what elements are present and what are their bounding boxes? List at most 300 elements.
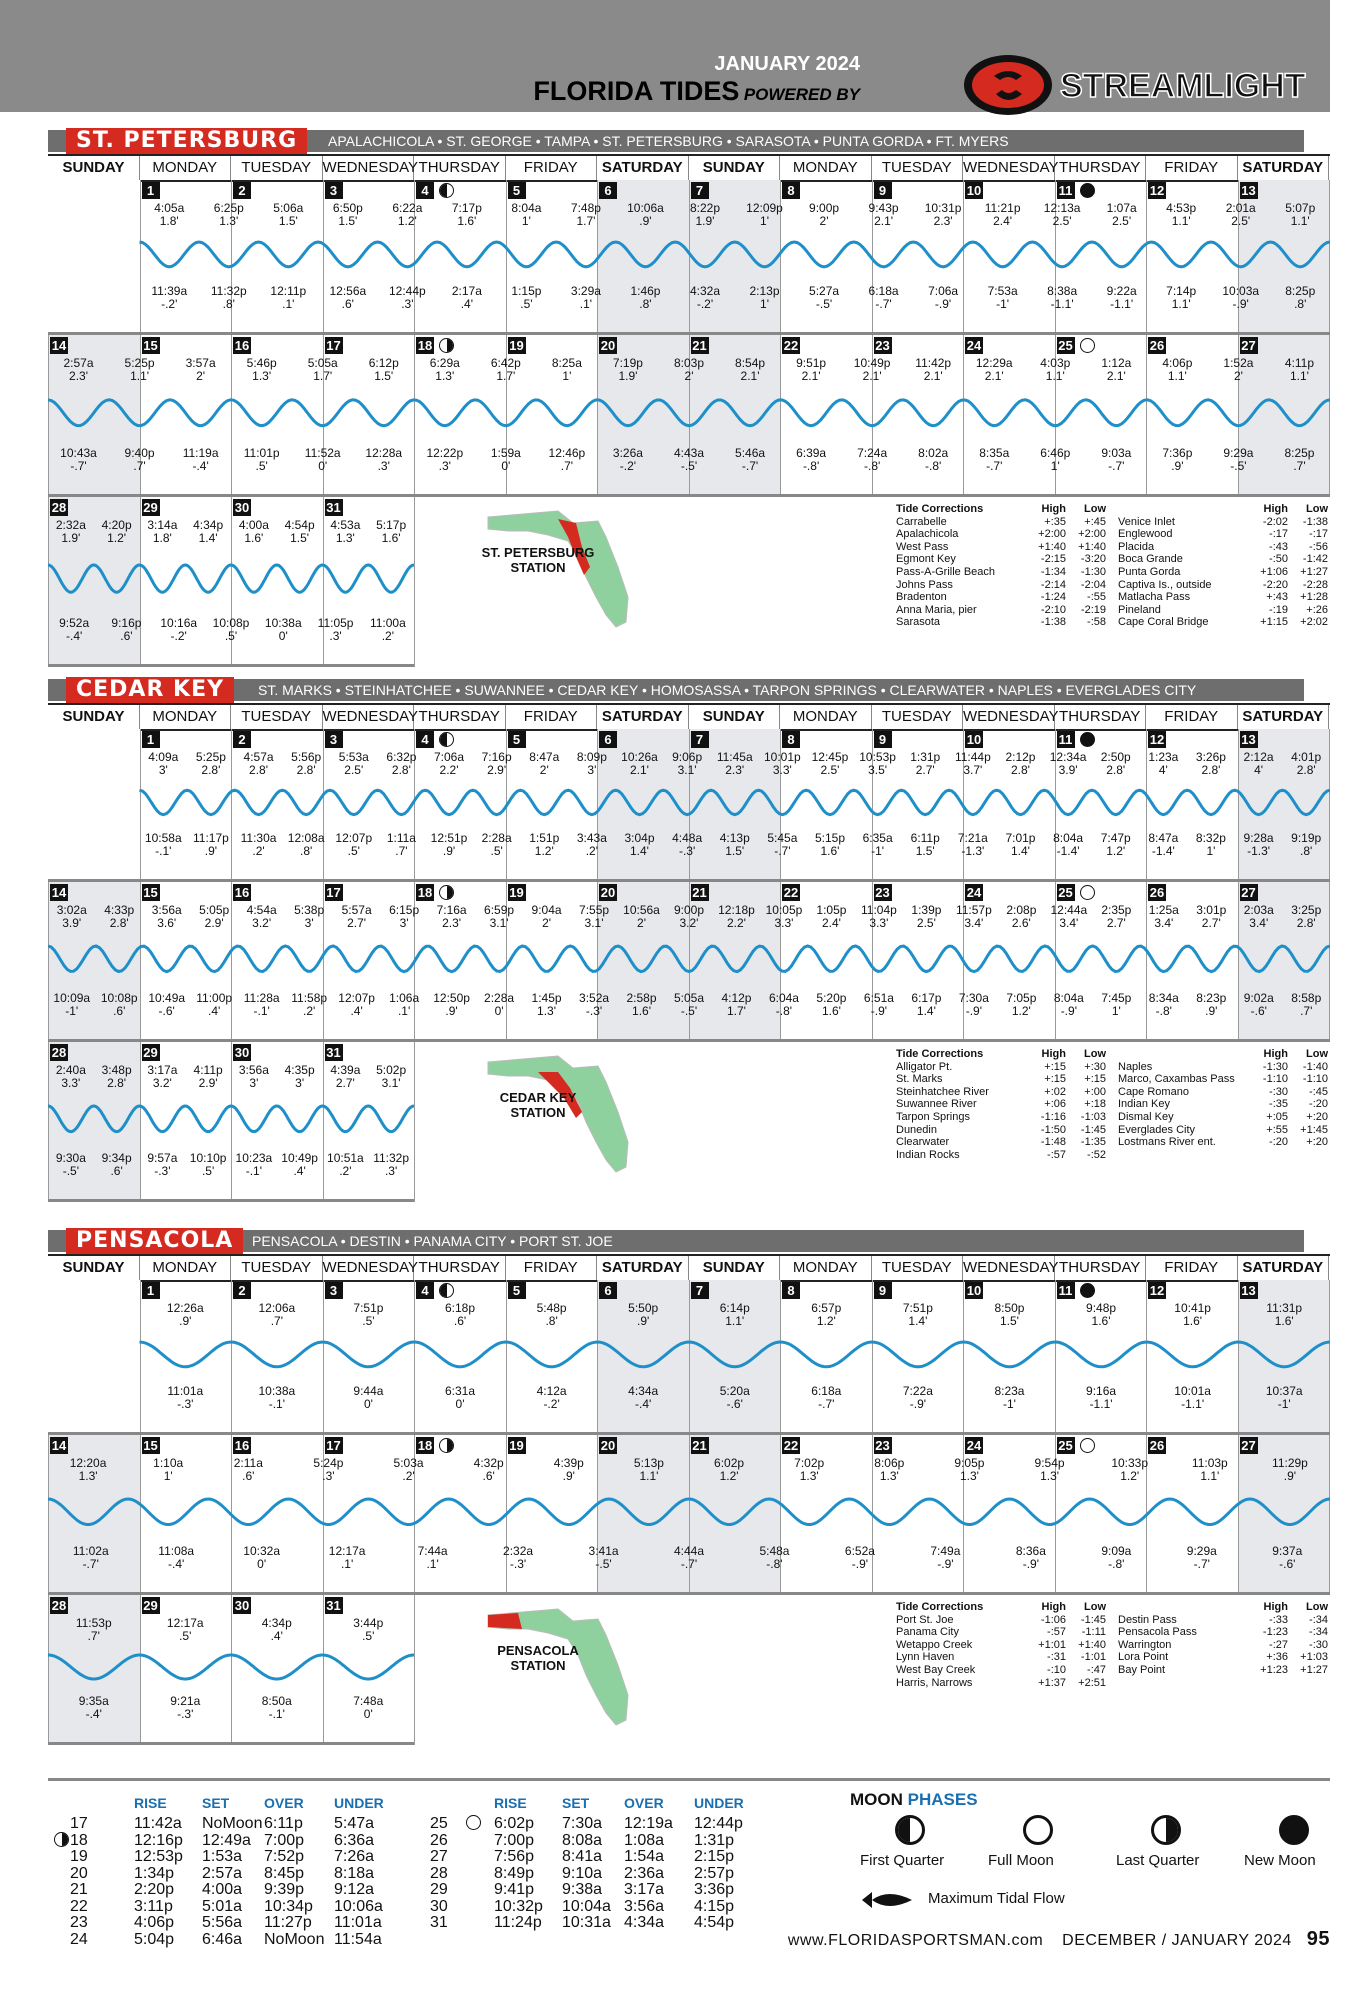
moon-table-cell: 28 bbox=[430, 1864, 448, 1882]
low-tide-label bbox=[711, 1385, 759, 1411]
high-tide-label bbox=[205, 202, 253, 228]
tide-height: .9' bbox=[562, 1469, 575, 1483]
low-col-header: Low bbox=[1084, 1048, 1106, 1060]
low-tide-label bbox=[502, 285, 550, 311]
correction-cell: Harris, Narrows bbox=[896, 1676, 973, 1689]
low-tide-label bbox=[177, 447, 225, 473]
low-tide-label bbox=[1282, 832, 1330, 858]
low-tide-label bbox=[1044, 832, 1092, 858]
correction-row bbox=[896, 1098, 1106, 1111]
low-tide-label bbox=[681, 285, 729, 311]
low-tide-label bbox=[1139, 832, 1187, 858]
correction-cell: -:30 bbox=[1309, 1638, 1328, 1651]
correction-cell: +:30 bbox=[1084, 1060, 1106, 1073]
weekday-header: SUNDAY bbox=[48, 1256, 140, 1280]
tide-height: 1.2' bbox=[1011, 1004, 1031, 1018]
tide-height: .9' bbox=[442, 844, 456, 858]
high-tide-label bbox=[230, 1064, 278, 1090]
day-number: 22 bbox=[783, 1438, 799, 1453]
tide-height: 1.1' bbox=[725, 1314, 745, 1328]
tide-height: 2.1' bbox=[630, 763, 649, 777]
high-tide-label bbox=[860, 202, 908, 228]
tide-time: 9:57a bbox=[147, 1151, 178, 1165]
tide-time: 1:12a bbox=[1101, 356, 1132, 370]
tide-time: 2:32a bbox=[503, 1544, 534, 1558]
tide-height: 1.1' bbox=[1171, 214, 1191, 228]
tide-height: -.3' bbox=[678, 844, 696, 858]
high-tide-label bbox=[562, 202, 610, 228]
high-tide-label bbox=[854, 751, 902, 777]
tide-height: 2.8' bbox=[1296, 916, 1316, 930]
low-tide-label bbox=[321, 1152, 369, 1178]
tide-time: 10:01p bbox=[764, 750, 801, 764]
high-tide-label bbox=[1092, 357, 1140, 383]
tide-height: -1.3' bbox=[1247, 844, 1271, 858]
tide-time: 6:18p bbox=[445, 1301, 476, 1315]
low-tide-label bbox=[712, 992, 760, 1018]
tide-time: 6:11p bbox=[910, 831, 940, 845]
tide-time: 5:38p bbox=[294, 903, 325, 917]
high-tide-label bbox=[224, 1457, 272, 1483]
low-tide-label bbox=[1235, 832, 1283, 858]
tide-time: 3:43a bbox=[576, 831, 607, 845]
tide-height: -.4' bbox=[192, 459, 209, 473]
low-tide-label bbox=[970, 447, 1018, 473]
tide-height: -1' bbox=[871, 844, 885, 858]
correction-cell: -1:34 bbox=[1040, 565, 1066, 578]
correction-cell: -:17 bbox=[1269, 528, 1288, 541]
footer-url[interactable]: www.FLORIDASPORTSMAN.com bbox=[787, 1932, 1044, 1949]
moon-table-cell: 1:08a bbox=[624, 1831, 665, 1849]
tide-height: -.9' bbox=[909, 1397, 927, 1411]
tide-time: 12:17a bbox=[166, 1616, 204, 1630]
low-tide-label bbox=[1098, 285, 1146, 311]
correction-cell: -1:16 bbox=[1040, 1110, 1066, 1123]
low-col-header: Low bbox=[1306, 1601, 1328, 1613]
tide-time: 11:30a bbox=[240, 831, 277, 845]
tide-time: 7:19p bbox=[612, 356, 643, 370]
tide-height: 1.2' bbox=[534, 844, 554, 858]
day-number: 19 bbox=[509, 885, 524, 900]
correction-cell: +1:23 bbox=[1260, 1663, 1288, 1676]
correction-cell: +1:27 bbox=[1300, 1663, 1328, 1676]
tide-height: 2.2' bbox=[439, 763, 459, 777]
high-tide-label bbox=[177, 357, 225, 383]
weekday-header: FRIDAY bbox=[506, 705, 598, 729]
corrections-header bbox=[1118, 1601, 1328, 1614]
correction-cell: -:52 bbox=[1087, 1148, 1106, 1161]
weekday-header: WEDNESDAY bbox=[323, 156, 415, 180]
high-tide-label bbox=[1092, 751, 1140, 777]
tide-height: -.1' bbox=[253, 1004, 270, 1018]
correction-cell: -:20 bbox=[1269, 1136, 1288, 1149]
low-tide-label bbox=[276, 1152, 324, 1178]
tide-time: 11:53p bbox=[75, 1616, 112, 1630]
tide-height: .3' bbox=[377, 459, 390, 473]
tide-time: 10:41p bbox=[1174, 1301, 1211, 1315]
tide-time: 10:23a bbox=[235, 1151, 273, 1165]
day-number: 11 bbox=[1057, 182, 1075, 199]
high-tide-label bbox=[187, 751, 235, 777]
tide-time: 4:09a bbox=[148, 750, 179, 764]
station-label: PENSACOLA STATION bbox=[497, 1643, 579, 1673]
day-number: 18 bbox=[417, 1438, 433, 1453]
tide-height: -.4' bbox=[85, 1707, 102, 1721]
day-number: 31 bbox=[326, 1045, 341, 1060]
tide-height: .9' bbox=[637, 1314, 650, 1328]
tide-height: .3' bbox=[329, 629, 342, 643]
moon-phase-label: Full Moon bbox=[988, 1852, 1054, 1869]
tide-time: 5:07p bbox=[1285, 201, 1316, 215]
tide-time: 6:31a bbox=[445, 1384, 476, 1398]
low-tide-label bbox=[894, 1385, 942, 1411]
tide-time: 8:04a bbox=[1053, 991, 1084, 1005]
day-number: 25 bbox=[1058, 1438, 1073, 1453]
correction-cell: -1:38 bbox=[1302, 515, 1328, 528]
tide-curve bbox=[140, 242, 1331, 267]
tide-time: 2:32a bbox=[55, 518, 86, 532]
moon-table-cell: 2:20p bbox=[134, 1881, 175, 1898]
low-tide-label bbox=[760, 992, 808, 1018]
high-tide-label bbox=[138, 1064, 186, 1090]
tide-row bbox=[48, 729, 1330, 882]
tide-height: .4' bbox=[208, 1004, 221, 1018]
tide-time: 9:44a bbox=[353, 1384, 384, 1398]
tide-time: 11:17p bbox=[193, 831, 229, 845]
low-tide-label bbox=[1077, 1385, 1125, 1411]
moon-table-header: UNDER bbox=[694, 1795, 744, 1811]
streamlight-logo bbox=[960, 50, 1318, 120]
low-tide-label bbox=[1187, 992, 1235, 1018]
tide-height: .5' bbox=[362, 1314, 375, 1328]
tide-time: 9:16a bbox=[1086, 1384, 1117, 1398]
high-tide-label bbox=[1186, 1457, 1234, 1483]
correction-cell: -:47 bbox=[1087, 1663, 1106, 1676]
tide-time: 7:51p bbox=[902, 1301, 933, 1315]
tide-height: .5' bbox=[255, 459, 268, 473]
correction-cell: -:31 bbox=[1047, 1651, 1066, 1664]
corrections-spacer bbox=[1118, 1601, 1248, 1614]
day-number: 26 bbox=[1149, 338, 1165, 353]
low-tide-label bbox=[116, 447, 164, 473]
high-tide-label bbox=[238, 357, 286, 383]
correction-row bbox=[896, 1677, 1106, 1690]
low-tide-label bbox=[312, 617, 360, 643]
tide-time: 4:39p bbox=[553, 1456, 584, 1470]
moon-table-cell: 24 bbox=[70, 1930, 88, 1948]
day-number: 28 bbox=[51, 1598, 67, 1613]
low-tide-label bbox=[299, 447, 347, 473]
day-number: 16 bbox=[234, 885, 250, 900]
moon-table-cell: 6:02p bbox=[494, 1815, 535, 1832]
tide-time: 11:00p bbox=[196, 991, 233, 1005]
high-tide-label bbox=[528, 1302, 576, 1328]
moon-phases-title-b: PHASES bbox=[907, 1790, 978, 1809]
tide-height: .3' bbox=[322, 1469, 335, 1483]
weekday-header: MONDAY bbox=[780, 705, 872, 729]
tide-height: -.4' bbox=[168, 1557, 185, 1571]
tide-height: 2.1' bbox=[801, 369, 821, 383]
high-tide-label bbox=[64, 1457, 112, 1483]
moon-phase-label: New Moon bbox=[1244, 1852, 1316, 1869]
moon-table-cell: 9:10a bbox=[562, 1864, 603, 1882]
low-tide-label bbox=[1092, 1545, 1140, 1571]
moon-table-cell: 2:57p bbox=[694, 1864, 735, 1882]
correction-cell: -2:15 bbox=[1040, 553, 1066, 566]
tide-time: 9:21a bbox=[170, 1694, 201, 1708]
high-tide-label bbox=[465, 1457, 513, 1483]
moon-table-cell: 9:39p bbox=[264, 1881, 305, 1898]
low-tide-label bbox=[802, 1385, 850, 1411]
correction-cell: -:55 bbox=[1087, 591, 1106, 604]
correction-cell: -1:24 bbox=[1040, 591, 1066, 604]
tide-height: 2.8' bbox=[109, 916, 129, 930]
high-tide-label bbox=[428, 904, 476, 930]
tide-height: .1' bbox=[426, 1557, 439, 1571]
tide-time: 6:39a bbox=[796, 446, 827, 460]
tide-time: 4:53p bbox=[1166, 201, 1197, 215]
moon-table-cell: 6:11p bbox=[264, 1815, 303, 1832]
high-tide-label bbox=[909, 357, 957, 383]
moon-table-cell: 10:04a bbox=[562, 1897, 611, 1915]
correction-row bbox=[1118, 1614, 1328, 1627]
correction-cell: Cape Coral Bridge bbox=[1118, 616, 1209, 629]
tide-height: .5' bbox=[347, 844, 360, 858]
correction-row bbox=[1118, 553, 1328, 566]
tide-height: .9' bbox=[179, 1314, 192, 1328]
low-tide-label bbox=[253, 1385, 301, 1411]
low-tide-label bbox=[1260, 1385, 1308, 1411]
tide-height: 2.8' bbox=[296, 763, 316, 777]
day-number: 1 bbox=[142, 182, 160, 199]
moon-table-cell: 6:46a bbox=[202, 1930, 243, 1948]
tide-time: 10:56a bbox=[623, 903, 660, 917]
tide-height: 1.6' bbox=[381, 531, 401, 545]
tide-time: 3:48p bbox=[101, 1063, 132, 1077]
low-tide-label bbox=[259, 617, 307, 643]
day-number: 9 bbox=[874, 731, 892, 748]
tide-time: 5:46p bbox=[246, 356, 277, 370]
tide-time: 10:38a bbox=[264, 616, 302, 630]
tide-height: 1.3' bbox=[1040, 1469, 1060, 1483]
tide-time: 11:57p bbox=[955, 903, 992, 917]
tide-time: 9:04a bbox=[531, 903, 562, 917]
tide-time: 10:10p bbox=[189, 1151, 227, 1165]
correction-cell: Wetappo Creek bbox=[896, 1638, 973, 1651]
high-tide-label bbox=[902, 904, 950, 930]
correction-cell: -1:50 bbox=[1040, 1123, 1066, 1136]
tide-height: 3.7' bbox=[963, 763, 983, 777]
tide-height: 2.3' bbox=[725, 763, 745, 777]
tide-time: 2:28a bbox=[484, 991, 515, 1005]
logo-brand-text: STREAMLIGHT bbox=[1060, 67, 1306, 105]
tide-height: -.7' bbox=[818, 1397, 835, 1411]
high-tide-label bbox=[1153, 357, 1201, 383]
tide-height: 1' bbox=[521, 214, 531, 228]
correction-cell: +:18 bbox=[1084, 1098, 1106, 1111]
tide-height: 2.3' bbox=[69, 369, 88, 383]
tide-time: 8:02a bbox=[918, 446, 949, 460]
tide-height: .7' bbox=[1300, 1004, 1313, 1018]
tide-time: 7:21a bbox=[957, 831, 988, 845]
weekday-header: FRIDAY bbox=[1146, 1256, 1238, 1280]
weekday-header: THURSDAY bbox=[1055, 705, 1147, 729]
day-number: 8 bbox=[782, 182, 800, 199]
tide-curve bbox=[140, 1342, 1331, 1367]
tide-time: 7:06a bbox=[434, 750, 465, 764]
tide-height: 3.2' bbox=[152, 1076, 172, 1090]
tide-height: 2.1' bbox=[923, 369, 943, 383]
high-tide-label bbox=[1169, 1302, 1217, 1328]
day-number: 20 bbox=[600, 885, 616, 900]
high-tide-label bbox=[1235, 751, 1283, 777]
day-number: 17 bbox=[326, 338, 341, 353]
low-tide-label bbox=[949, 832, 997, 858]
tide-time: 1:25a bbox=[1148, 903, 1179, 917]
high-tide-label bbox=[276, 1064, 324, 1090]
tide-time: 7:51p bbox=[353, 1301, 384, 1315]
tide-time: 12:08a bbox=[287, 831, 325, 845]
tide-time: 7:49a bbox=[930, 1544, 961, 1558]
moon-table-cell: 1:34p bbox=[134, 1864, 175, 1882]
weekday-header: TUESDAY bbox=[231, 1256, 323, 1280]
tide-time: 4:44a bbox=[673, 1544, 705, 1558]
tide-height: 2.1' bbox=[874, 214, 894, 228]
tide-time: 7:53a bbox=[987, 284, 1018, 298]
tide-time: 11:08a bbox=[158, 1544, 195, 1558]
correction-cell: Port St. Joe bbox=[896, 1613, 954, 1626]
high-tide-label bbox=[1038, 202, 1086, 228]
correction-cell: +2:00 bbox=[1078, 528, 1106, 541]
high-tide-label bbox=[276, 519, 324, 545]
tide-time: 2:08p bbox=[1006, 903, 1037, 917]
tide-height: .4' bbox=[350, 1004, 363, 1018]
tide-time: 4:20p bbox=[101, 518, 132, 532]
tide-height: 1.2' bbox=[397, 214, 417, 228]
tide-height: .6' bbox=[110, 1164, 123, 1178]
moon-table-cell: 19 bbox=[70, 1848, 88, 1865]
tide-time: 1:15p bbox=[511, 284, 542, 298]
tide-height: .9' bbox=[1171, 459, 1184, 473]
header-title-block bbox=[533, 54, 860, 105]
high-tide-label bbox=[380, 904, 428, 930]
tide-height: 2.1' bbox=[1106, 369, 1126, 383]
tide-time: 5:25p bbox=[124, 356, 155, 370]
correction-cell: -2:04 bbox=[1080, 578, 1106, 591]
day-number: 28 bbox=[51, 1045, 67, 1060]
high-tide-label bbox=[502, 202, 550, 228]
tide-time: 10:43a bbox=[60, 446, 97, 460]
correction-cell: -2:02 bbox=[1262, 515, 1288, 528]
correction-cell: -:19 bbox=[1269, 603, 1288, 616]
tide-time: 6:22a bbox=[392, 201, 423, 215]
tide-height: 1.9' bbox=[61, 531, 81, 545]
tide-time: 11:01p bbox=[243, 446, 280, 460]
high-tide-label bbox=[383, 202, 431, 228]
tide-time: 5:05a bbox=[673, 991, 705, 1005]
tide-time: 1:06a bbox=[389, 991, 420, 1005]
high-tide-label bbox=[333, 904, 381, 930]
tide-height: -1.4' bbox=[1056, 844, 1080, 858]
tide-curve bbox=[48, 1655, 414, 1679]
correction-cell: +:20 bbox=[1306, 1136, 1328, 1149]
moon-table-cell: 2:36a bbox=[624, 1864, 665, 1882]
low-col-header: Low bbox=[1084, 1601, 1106, 1613]
tide-time: 5:02p bbox=[376, 1063, 407, 1077]
correction-cell: Alligator Pt. bbox=[896, 1060, 953, 1073]
tide-time: 7:22a bbox=[902, 1384, 933, 1398]
tide-time: 8:06p bbox=[874, 1456, 905, 1470]
high-tide-label bbox=[253, 1302, 301, 1328]
tide-height: .6' bbox=[242, 1469, 255, 1483]
correction-cell: -1:48 bbox=[1040, 1136, 1066, 1149]
tide-height: .3' bbox=[401, 297, 414, 311]
correction-cell: Naples bbox=[1118, 1060, 1153, 1073]
correction-row bbox=[1118, 1124, 1328, 1137]
tide-height: -.1' bbox=[155, 844, 172, 858]
correction-row bbox=[1118, 604, 1328, 617]
tide-time: 8:25p bbox=[1285, 284, 1316, 298]
high-col-header: High bbox=[1041, 1048, 1066, 1060]
correction-cell: -2:20 bbox=[1262, 578, 1288, 591]
tide-time: 9:51p bbox=[796, 356, 827, 370]
day-number: 4 bbox=[416, 182, 434, 199]
corrections-header bbox=[1118, 503, 1328, 516]
tide-time: 6:42p bbox=[490, 356, 521, 370]
tide-row bbox=[48, 1435, 1330, 1595]
high-col-header: High bbox=[1041, 1601, 1066, 1613]
high-tide-label bbox=[1282, 751, 1330, 777]
tide-height: 2.5' bbox=[1112, 214, 1132, 228]
day-number: 7 bbox=[691, 1282, 709, 1299]
tide-time: 10:01a bbox=[1174, 1384, 1211, 1398]
weekday-header: SATURDAY bbox=[597, 705, 689, 729]
moon-table-cell: 7:30a bbox=[562, 1815, 603, 1832]
low-tide-label bbox=[383, 285, 431, 311]
tide-time: 5:06a bbox=[273, 201, 304, 215]
tide-time: 10:37a bbox=[1265, 1384, 1303, 1398]
day-number: 17 bbox=[326, 885, 341, 900]
tide-height: .2' bbox=[252, 844, 265, 858]
moon-table-header: RISE bbox=[494, 1795, 527, 1811]
tide-height: 3' bbox=[249, 1076, 259, 1090]
correction-cell: -2:19 bbox=[1080, 603, 1106, 616]
low-tide-label bbox=[1276, 285, 1324, 311]
moon-table-cell: 23 bbox=[70, 1914, 88, 1931]
low-tide-label bbox=[562, 285, 610, 311]
high-tide-label bbox=[55, 357, 103, 383]
day-number: 16 bbox=[234, 338, 250, 353]
low-col-header: Low bbox=[1084, 503, 1106, 515]
correction-row bbox=[896, 553, 1106, 566]
correction-row bbox=[896, 1111, 1106, 1124]
low-tide-label bbox=[344, 1385, 392, 1411]
tide-height: 2.2' bbox=[726, 916, 746, 930]
tide-time: 5:20p bbox=[816, 991, 847, 1005]
moon-table-cell: 7:00p bbox=[494, 1831, 535, 1849]
tide-height: 0' bbox=[455, 1397, 465, 1411]
day-number: 4 bbox=[416, 1282, 434, 1299]
low-tide-label bbox=[102, 617, 150, 643]
weekday-header: MONDAY bbox=[780, 156, 872, 180]
moon-phase-label: First Quarter bbox=[860, 1852, 945, 1869]
region-pensacola bbox=[48, 1228, 1330, 1753]
moon-table-cell: 4:06p bbox=[134, 1914, 175, 1931]
tide-time: 7:47p bbox=[1100, 831, 1131, 845]
day-number: 9 bbox=[874, 1282, 892, 1299]
weekday-header: FRIDAY bbox=[506, 156, 598, 180]
correction-cell: Dunedin bbox=[896, 1123, 937, 1136]
